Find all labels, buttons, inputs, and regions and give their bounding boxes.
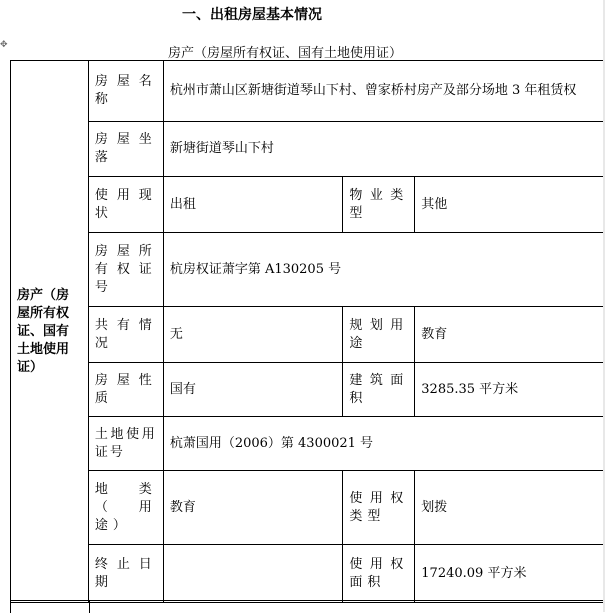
table-row: [11, 122, 605, 177]
value-use-right-type: 划拨: [415, 471, 605, 545]
next-row-header-cell: [10, 600, 90, 613]
property-info-table: [10, 60, 605, 603]
label-co-ownership: 共有情况: [88, 307, 163, 363]
section-title: 一、出租房屋基本情况: [182, 7, 322, 23]
value-land-cert: 杭萧国用（2006）第 4300021 号: [163, 417, 604, 471]
label-planned-use: 规划用途: [343, 307, 415, 363]
label-house-name: 房屋名称: [88, 61, 163, 122]
table-move-handle-icon[interactable]: ✥: [0, 40, 8, 50]
table-row: [11, 177, 605, 233]
label-house-nature: 房屋性质: [88, 363, 163, 417]
table-row: [11, 233, 605, 307]
label-ownership-cert: 房屋所有权证号: [88, 233, 163, 307]
table-row: [11, 363, 605, 417]
label-house-location: 房屋坐落: [88, 122, 163, 177]
label-property-type: 物业类型: [343, 177, 415, 233]
row-header: 房产（房屋所有权证、国有土地使用证）: [11, 61, 89, 603]
label-use-right-type: 使用权类型: [343, 471, 415, 545]
value-end-date: [163, 545, 343, 603]
value-use-right-area: 17240.09 平方米: [415, 545, 605, 603]
label-building-area: 建筑面积: [343, 363, 415, 417]
value-land-type: 教育: [163, 471, 343, 545]
value-co-ownership: 无: [163, 307, 343, 363]
value-house-location: 新塘街道琴山下村: [163, 122, 604, 177]
value-house-name: 杭州市萧山区新塘街道琴山下村、曾家桥村房产及部分场地 3 年租赁权: [163, 61, 604, 122]
value-usage-status: 出租: [163, 177, 343, 233]
label-land-type: 地类（用途）: [88, 471, 163, 545]
table-row: [11, 545, 605, 603]
table-row: [11, 61, 605, 122]
value-building-area: 3285.35 平方米: [415, 363, 605, 417]
table-subtitle: 房产（房屋所有权证、国有土地使用证）: [168, 46, 403, 61]
next-row-content-cell: [88, 600, 605, 613]
label-use-right-area: 使用权面积: [343, 545, 415, 603]
label-end-date: 终止日期: [88, 545, 163, 603]
value-planned-use: 教育: [415, 307, 605, 363]
table-row: [11, 417, 605, 471]
next-section-row-stub: [0, 600, 605, 612]
value-property-type: 其他: [415, 177, 605, 233]
value-ownership-cert: 杭房权证萧字第 A130205 号: [163, 233, 604, 307]
table-row: [11, 307, 605, 363]
label-land-cert: 土地使用证号: [88, 417, 163, 471]
table-row: [11, 471, 605, 545]
value-house-nature: 国有: [163, 363, 343, 417]
label-usage-status: 使用现状: [88, 177, 163, 233]
